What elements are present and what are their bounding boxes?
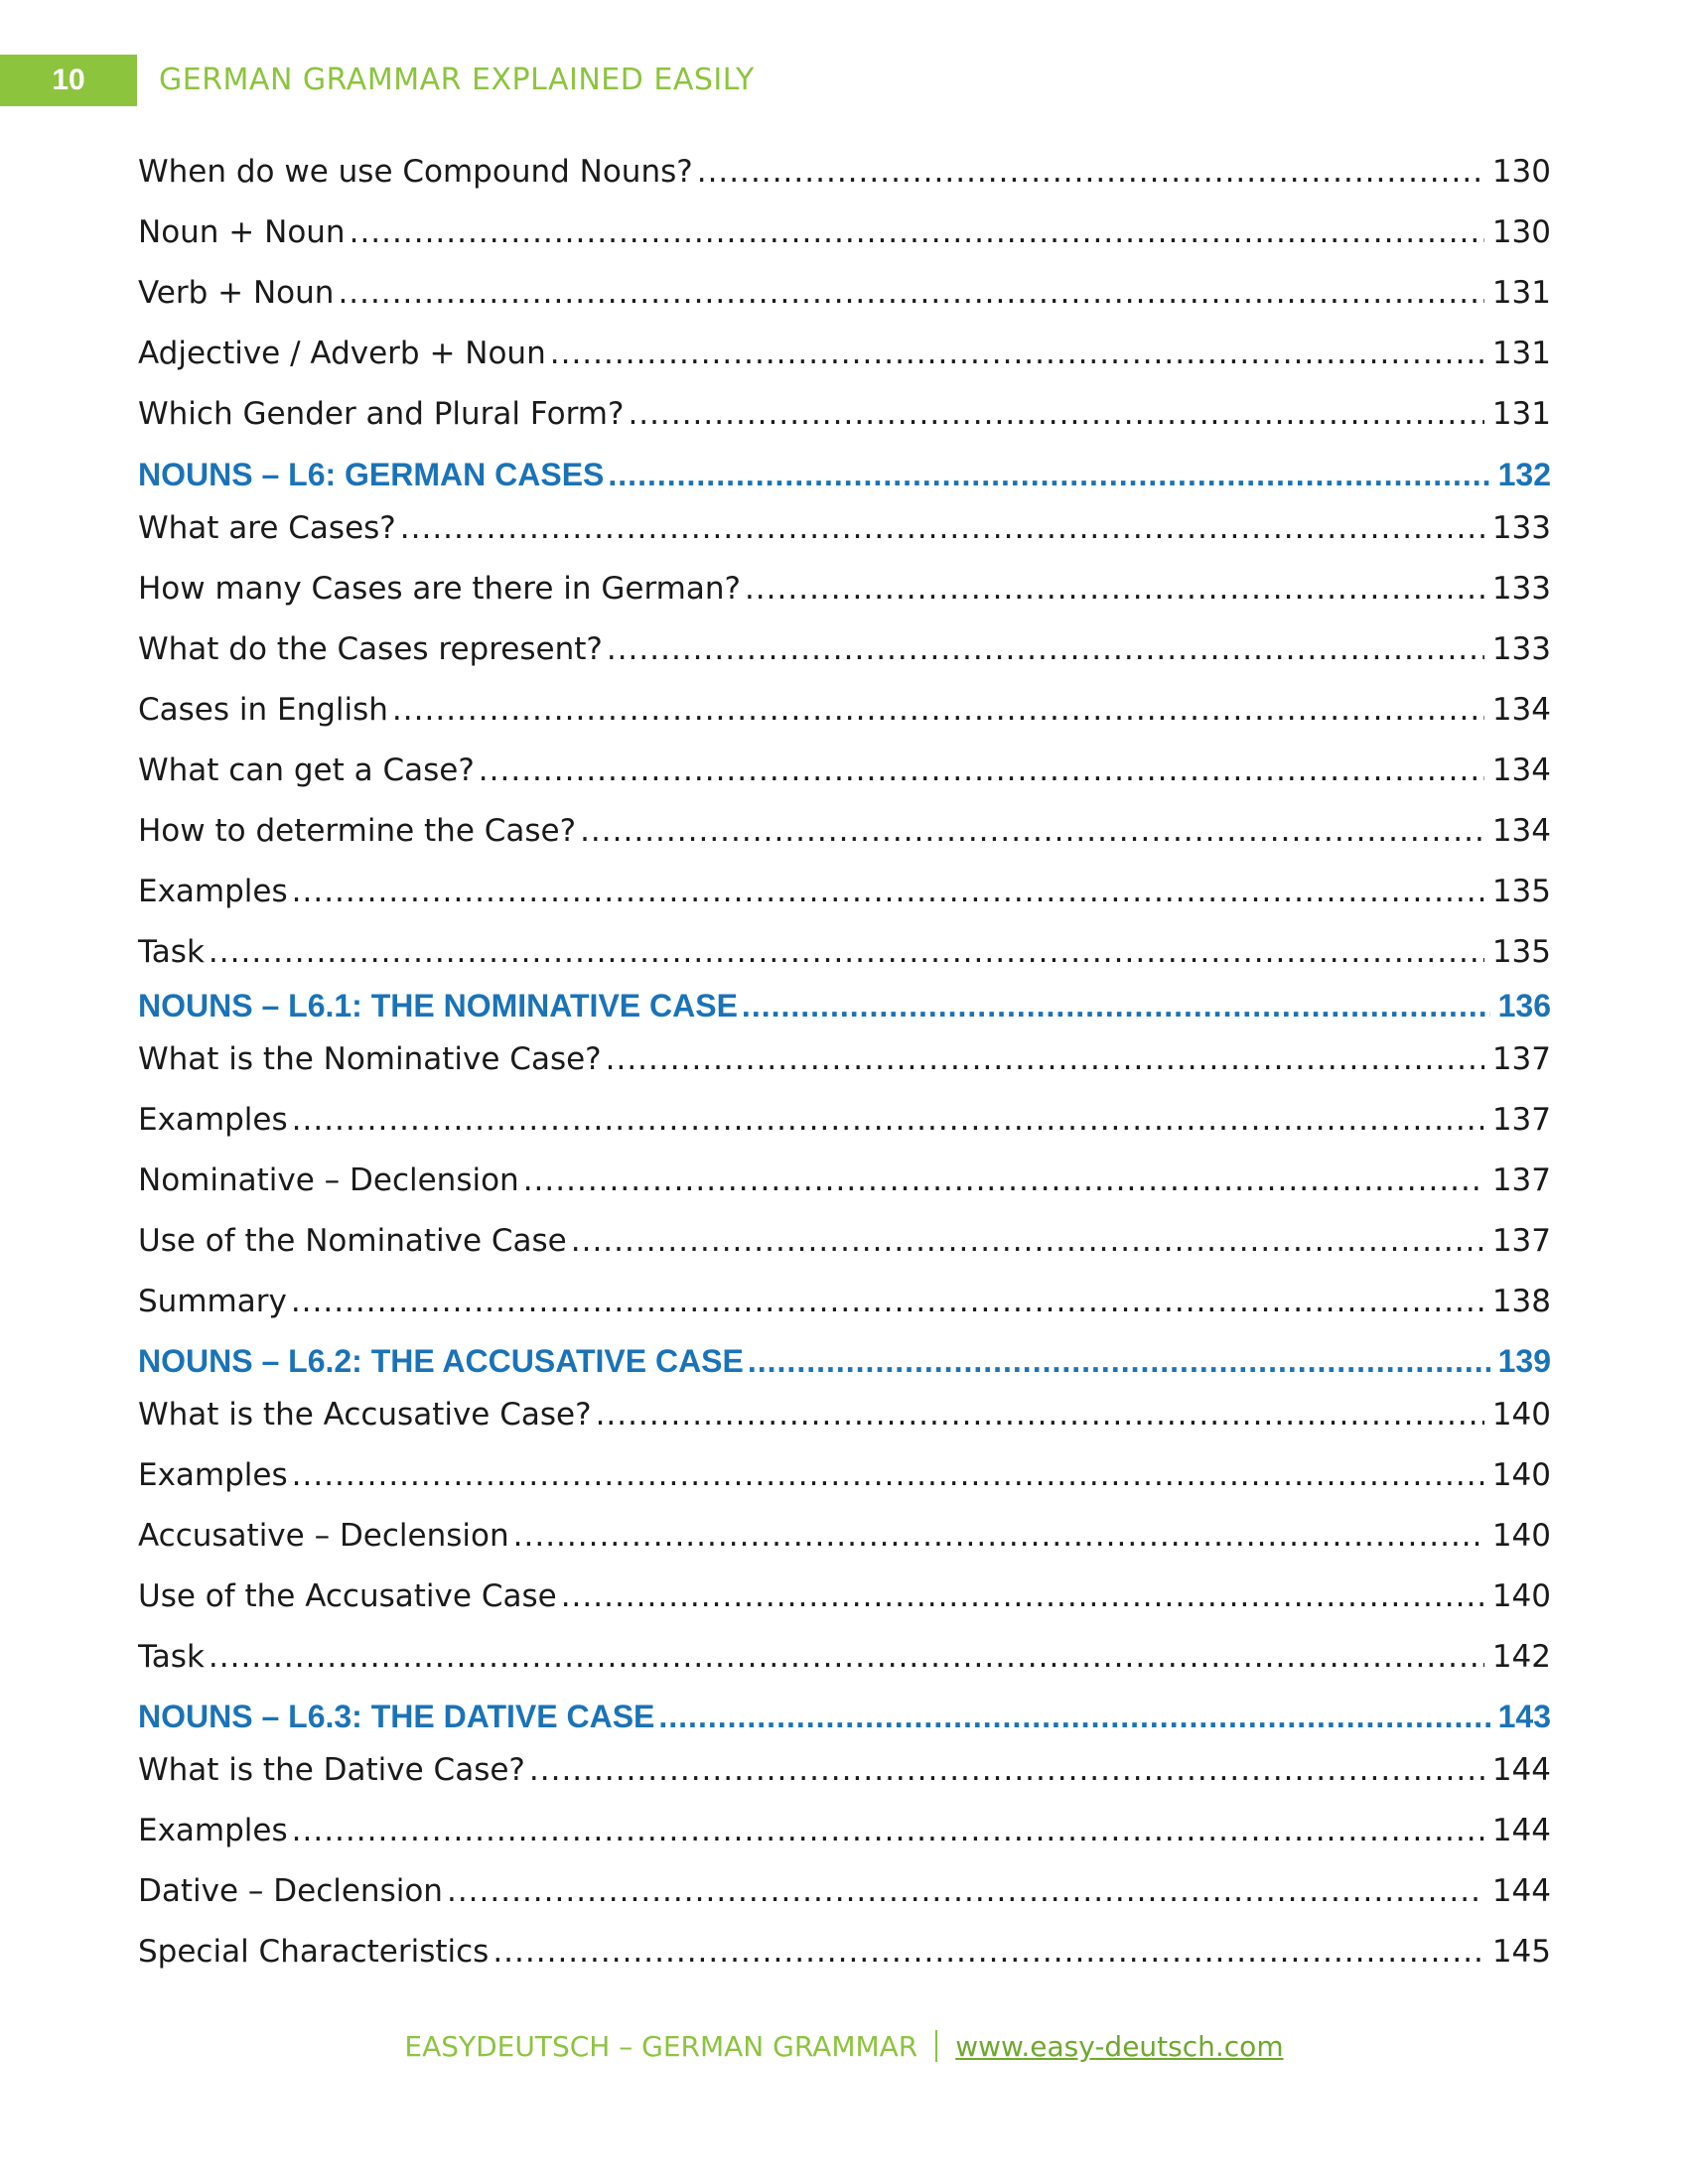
toc-entry-label: Noun + Noun — [138, 214, 346, 250]
dot-leader — [523, 1162, 1484, 1198]
toc-entry-page-number: 136 — [1497, 988, 1551, 1024]
toc-chapter-heading[interactable] — [138, 457, 1551, 493]
toc-entry-page-number: 139 — [1497, 1343, 1551, 1379]
toc-entry-label: Summary — [138, 1284, 287, 1319]
toc-entry[interactable] — [138, 1284, 1551, 1319]
dot-leader — [742, 988, 1490, 1024]
toc-entry-label: Which Gender and Plural Form? — [138, 396, 625, 432]
toc-entry-page-number: 137 — [1491, 1041, 1551, 1077]
toc-entry-label: What are Cases? — [138, 510, 396, 546]
toc-entry[interactable] — [138, 336, 1551, 371]
toc-entry-label: Verb + Noun — [138, 275, 335, 311]
dot-leader — [580, 813, 1484, 849]
toc-entry-label: NOUNS – L6.3: THE DATIVE CASE — [138, 1699, 655, 1734]
toc-entry-page-number: 135 — [1491, 874, 1551, 909]
toc-entry[interactable] — [138, 1813, 1551, 1848]
footer-divider — [935, 2030, 937, 2062]
toc-entry-label: Special Characteristics — [138, 1934, 490, 1970]
toc-chapter-heading[interactable] — [138, 988, 1551, 1024]
toc-entry-page-number: 134 — [1491, 752, 1551, 788]
toc-entry-page-number: 131 — [1491, 396, 1551, 432]
toc-entry-label: Use of the Nominative Case — [138, 1223, 567, 1259]
toc-entry-page-number: 131 — [1491, 336, 1551, 371]
dot-leader — [513, 1518, 1484, 1554]
toc-entry[interactable] — [138, 1223, 1551, 1259]
dot-leader — [561, 1578, 1484, 1614]
toc-entry-label: What can get a Case? — [138, 752, 475, 788]
dot-leader — [292, 1102, 1484, 1138]
toc-entry-page-number: 137 — [1491, 1223, 1551, 1259]
toc-entry-page-number: 140 — [1491, 1578, 1551, 1614]
toc-entry-page-number: 145 — [1491, 1934, 1551, 1970]
dot-leader — [697, 154, 1484, 190]
toc-entry-page-number: 130 — [1491, 214, 1551, 250]
toc-entry-page-number: 144 — [1491, 1813, 1551, 1848]
toc-entry-page-number: 130 — [1491, 154, 1551, 190]
dot-leader — [607, 631, 1484, 667]
toc-entry-label: What is the Dative Case? — [138, 1752, 525, 1788]
toc-entry-page-number: 138 — [1491, 1284, 1551, 1319]
toc-entry[interactable] — [138, 1518, 1551, 1554]
toc-entry[interactable] — [138, 752, 1551, 788]
toc-chapter-heading[interactable] — [138, 1343, 1551, 1380]
toc-entry-label: What is the Nominative Case? — [138, 1041, 602, 1077]
toc-entry-label: What do the Cases represent? — [138, 631, 603, 667]
toc-entry-label: What is the Accusative Case? — [138, 1397, 592, 1433]
dot-leader — [492, 1934, 1484, 1970]
toc-entry-label: Adjective / Adverb + Noun — [138, 336, 546, 371]
dot-leader — [209, 1639, 1484, 1675]
dot-leader — [400, 510, 1484, 546]
toc-entry-page-number: 131 — [1491, 275, 1551, 311]
dot-leader — [209, 934, 1484, 970]
toc-entry[interactable] — [138, 1578, 1551, 1614]
toc-entry-label: Examples — [138, 1102, 288, 1138]
dot-leader — [628, 396, 1483, 432]
toc-entry-page-number: 143 — [1497, 1699, 1551, 1734]
dot-leader — [392, 692, 1484, 728]
toc-entry-label: How many Cases are there in German? — [138, 571, 741, 607]
toc-entry[interactable] — [138, 1639, 1551, 1675]
toc-entry-page-number: 140 — [1491, 1457, 1551, 1493]
toc-entry[interactable] — [138, 1752, 1551, 1788]
toc-entry[interactable] — [138, 631, 1551, 667]
toc-entry[interactable] — [138, 1457, 1551, 1493]
dot-leader — [350, 214, 1484, 250]
dot-leader — [608, 457, 1489, 493]
toc-entry-label: Examples — [138, 1457, 288, 1493]
toc-entry[interactable] — [138, 214, 1551, 250]
dot-leader — [748, 1343, 1490, 1380]
toc-entry[interactable] — [138, 1934, 1551, 1970]
toc-entry-page-number: 133 — [1491, 571, 1551, 607]
toc-entry-label: NOUNS – L6.1: THE NOMINATIVE CASE — [138, 988, 738, 1024]
toc-entry[interactable] — [138, 1162, 1551, 1198]
toc-entry[interactable] — [138, 934, 1551, 970]
dot-leader — [571, 1223, 1484, 1259]
dot-leader — [529, 1752, 1484, 1788]
toc-entry-page-number: 133 — [1491, 510, 1551, 546]
toc-entry[interactable] — [138, 396, 1551, 432]
toc-entry-page-number: 144 — [1491, 1752, 1551, 1788]
toc-entry-page-number: 135 — [1491, 934, 1551, 970]
toc-entry[interactable] — [138, 692, 1551, 728]
toc-entry[interactable] — [138, 813, 1551, 849]
dot-leader — [479, 752, 1484, 788]
toc-entry-label: Cases in English — [138, 692, 388, 728]
footer-website-link[interactable]: www.easy-deutsch.com — [955, 2030, 1284, 2063]
toc-entry-label: Task — [138, 1639, 205, 1675]
dot-leader — [596, 1397, 1484, 1433]
toc-entry-label: Examples — [138, 1813, 288, 1848]
toc-entry-label: Nominative – Declension — [138, 1162, 519, 1198]
page-number: 10 — [0, 55, 137, 106]
toc-entry-page-number: 137 — [1491, 1102, 1551, 1138]
toc-entry-label: Dative – Declension — [138, 1873, 443, 1909]
toc-entry[interactable] — [138, 1102, 1551, 1138]
toc-entry-label: When do we use Compound Nouns? — [138, 154, 693, 190]
dot-leader — [658, 1699, 1489, 1735]
toc-entry-page-number: 134 — [1491, 813, 1551, 849]
toc-entry-page-number: 134 — [1491, 692, 1551, 728]
dot-leader — [292, 1457, 1484, 1493]
book-title: GERMAN GRAMMAR EXPLAINED EASILY — [159, 63, 755, 97]
dot-leader — [292, 874, 1484, 909]
toc-entry[interactable] — [138, 275, 1551, 311]
dot-leader — [447, 1873, 1484, 1909]
toc-entry-label: NOUNS – L6: GERMAN CASES — [138, 457, 605, 492]
page-footer — [0, 2030, 1688, 2063]
toc-entry[interactable] — [138, 1873, 1551, 1909]
toc-chapter-heading[interactable] — [138, 1699, 1551, 1735]
dot-leader — [291, 1284, 1484, 1319]
toc-entry[interactable] — [138, 571, 1551, 607]
toc-entry-page-number: 132 — [1497, 457, 1551, 492]
page-header — [0, 55, 1688, 106]
toc-entry-label: Use of the Accusative Case — [138, 1578, 557, 1614]
dot-leader — [606, 1041, 1484, 1077]
toc-entry-label: Accusative – Declension — [138, 1518, 509, 1554]
toc-entry-page-number: 137 — [1491, 1162, 1551, 1198]
toc-entry-page-number: 140 — [1491, 1518, 1551, 1554]
toc-entry-label: How to determine the Case? — [138, 813, 577, 849]
dot-leader — [338, 275, 1483, 311]
dot-leader — [550, 336, 1484, 371]
toc-entry[interactable] — [138, 874, 1551, 909]
toc-entry-label: Examples — [138, 874, 288, 909]
toc-entry-page-number: 140 — [1491, 1397, 1551, 1433]
toc-entry[interactable] — [138, 1041, 1551, 1077]
toc-entry[interactable] — [138, 154, 1551, 190]
toc-entry-page-number: 144 — [1491, 1873, 1551, 1909]
toc-entry-page-number: 133 — [1491, 631, 1551, 667]
toc-entry-label: NOUNS – L6.2: THE ACCUSATIVE CASE — [138, 1343, 744, 1379]
dot-leader — [745, 571, 1484, 607]
dot-leader — [292, 1813, 1484, 1848]
toc-entry-label: Task — [138, 934, 205, 970]
toc-entry[interactable] — [138, 1397, 1551, 1433]
footer-brand: EASYDEUTSCH – GERMAN GRAMMAR — [404, 2030, 918, 2063]
toc-entry-page-number: 142 — [1491, 1639, 1551, 1675]
toc-entry[interactable] — [138, 510, 1551, 546]
